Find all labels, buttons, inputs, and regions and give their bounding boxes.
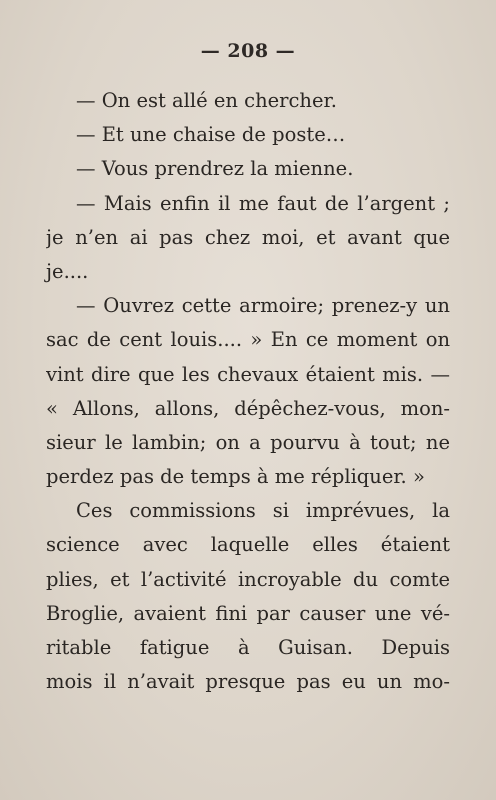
text-line: sac de cent louis.... » En ce moment on — [46, 328, 450, 352]
text-line: — On est allé en chercher. — [76, 89, 337, 112]
text-line: Broglie, avaient fini par causer une vé- — [46, 601, 450, 625]
text-line: je n’en ai pas chez moi, et avant que — [46, 225, 450, 249]
text-line: ritable fatigue à Guisan. Depuis — [46, 636, 450, 659]
text-line: plies, et l’activité incroyable du comte — [46, 567, 450, 591]
text-line: — Ouvrez cette armoire; prenez-y un — [76, 294, 450, 318]
text-line: science avec laquelle elles étaient — [46, 533, 450, 557]
text-line: — Mais enfin il me faut de l’argent ; — [76, 191, 450, 215]
text-line: Ces commissions si imprévues, la — [76, 499, 450, 523]
text-line: — Vous prendrez la mienne. — [76, 157, 354, 181]
text-line: je.... — [46, 259, 89, 283]
text-line: mois il n’avait presque pas eu un mo- — [46, 670, 450, 694]
body-text — [46, 84, 450, 699]
text-line: sieur le lambin; on a pourvu à tout; ne — [46, 430, 450, 454]
text-line: vint dire que les chevaux étaient mis. — — [46, 362, 450, 386]
text-line: — Et une chaise de poste… — [76, 123, 346, 147]
page-number: — 208 — — [200, 40, 296, 62]
text-line: perdez pas de temps à me répliquer. » — [46, 465, 425, 489]
text-line: « Allons, allons, dépêchez-vous, mon- — [46, 396, 450, 420]
